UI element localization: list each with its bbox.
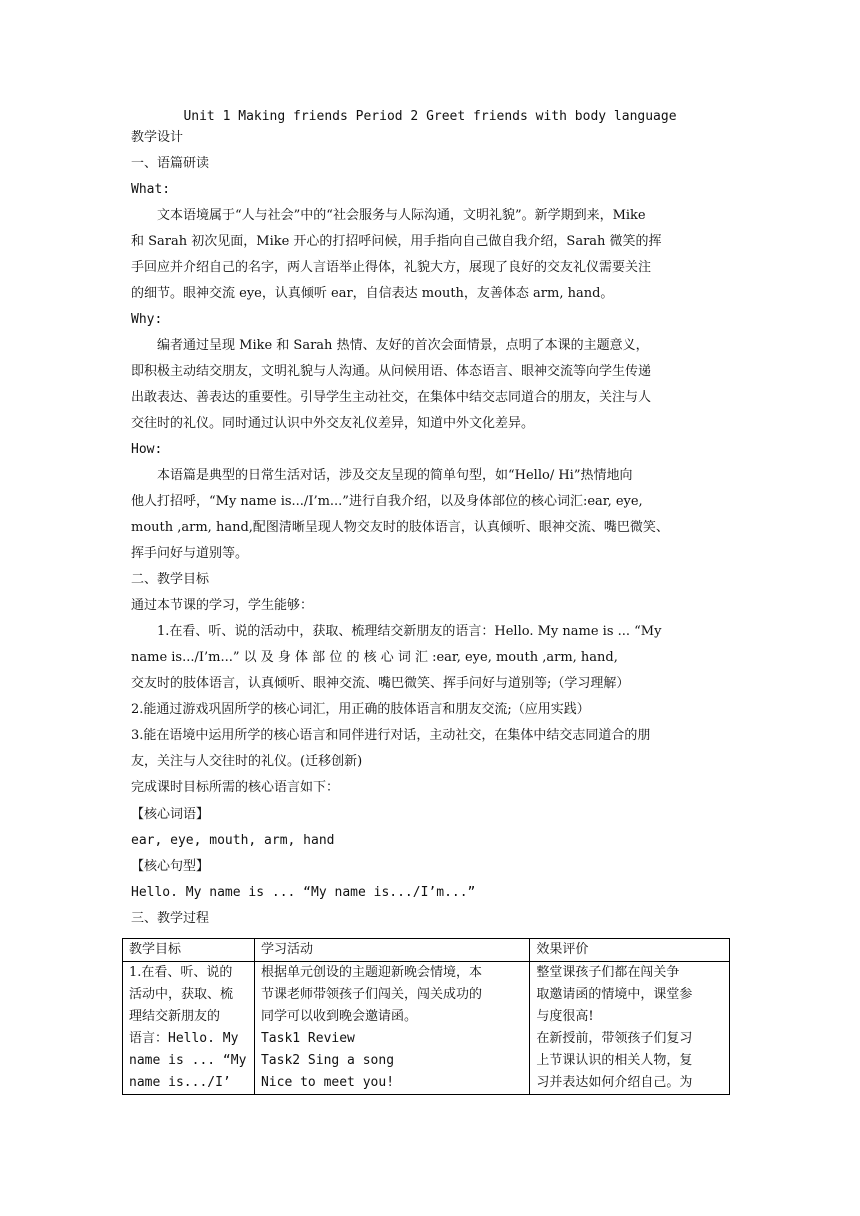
table-header-cell: 学习活动	[254, 939, 529, 962]
document-title: Unit 1 Making friends Period 2 Greet friends with body language	[183, 109, 677, 124]
goals-intro: 通过本节课的学习，学生能够：	[131, 598, 314, 613]
how-label: How:	[131, 442, 163, 457]
cell-line: 在新授前，带领孩子们复习	[536, 1031, 693, 1046]
how-line: mouth ,arm, hand,配图清晰呈现人物交友时的肢体语言，认真倾听、眼神交流、嘴巴微笑、	[131, 520, 669, 535]
cell-line: 取邀请函的情境中，课堂参	[536, 987, 693, 1002]
why-label: Why:	[131, 312, 163, 327]
core-sentences-label: 【核心句型】	[131, 859, 210, 874]
cell-line: 与度很高!	[536, 1009, 594, 1024]
table-header-row	[123, 939, 730, 962]
cell-line: Nice to meet you!	[260, 1075, 395, 1090]
cell-line: Task1 Review	[260, 1031, 355, 1046]
section3-heading: 三、教学过程	[131, 911, 210, 926]
table-row	[123, 962, 730, 1095]
why-line: 即积极主动结交朋友，文明礼貌与人沟通。从问候用语、体态语言、眼神交流等向学生传递	[131, 364, 652, 379]
what-line: 的细节。眼神交流 eye，认真倾听 ear，自信表达 mouth，友善体态 arm, hand。	[131, 286, 614, 301]
section1-heading: 一、语篇研读	[131, 156, 210, 171]
cell-line: 整堂课孩子们都在闯关争	[536, 965, 680, 980]
cell-line: 1.在看、听、说的	[129, 965, 233, 980]
table-header-cell: 教学目标	[123, 939, 255, 962]
how-line: 挥手问好与道别等。	[131, 546, 249, 561]
what-line: 文本语境属于“人与社会”中的“社会服务与人际沟通，文明礼貌”。新学期到来，Mike	[157, 208, 646, 223]
cell-line: 理结交新朋友的	[129, 1009, 221, 1024]
what-label: What:	[131, 182, 171, 197]
goal1-line: 交友时的肢体语言，认真倾听、眼神交流、嘴巴微笑、挥手问好与道别等;（学习理解）	[131, 676, 630, 691]
table-cell-goal	[123, 962, 255, 1095]
why-line: 交往时的礼仪。同时通过认识中外交友礼仪差异，知道中外文化差异。	[131, 416, 535, 431]
cell-line: 节课老师带领孩子们闯关，闯关成功的	[260, 987, 482, 1002]
table-cell-evaluation	[530, 962, 730, 1095]
design-heading: 教学设计	[131, 130, 184, 145]
why-line: 编者通过呈现 Mike 和 Sarah 热情、友好的首次会面情景，点明了本课的主题意义，	[157, 338, 649, 353]
cell-line: 上节课认识的相关人物，复	[536, 1053, 693, 1068]
what-line: 和 Sarah 初次见面，Mike 开心的打招呼问候，用手指向自己做自我介绍，Sarah 微笑的挥	[131, 234, 662, 249]
cell-line: name is ... “My	[129, 1053, 247, 1068]
cell-line: 同学可以收到晚会邀请函。	[260, 1009, 417, 1024]
goal2: 2.能通过游戏巩固所学的核心词汇，用正确的肢体语言和朋友交流;（应用实践）	[131, 702, 590, 717]
cell-line: 根据单元创设的主题迎新晚会情境，本	[260, 965, 482, 980]
how-line: 本语篇是典型的日常生活对话，涉及交友呈现的简单句型，如“Hello/ Hi”热情地向	[157, 468, 633, 483]
how-line: 他人打招呼，“My name is.../I’m...”进行自我介绍，以及身体部位的核心词汇:ear, eye,	[131, 494, 643, 509]
core-words: ear, eye, mouth, arm, hand	[131, 833, 335, 848]
goal1-line: 1.在看、听、说的活动中，获取、梳理结交新朋友的语言：Hello. My name is ... “My	[157, 624, 662, 639]
goal1-line: name is.../I’m...” 以 及 身 体 部 位 的 核 心 词 汇 :ear, eye, mouth ,arm, hand,	[131, 650, 618, 665]
cell-line: 活动中，获取、梳	[129, 987, 234, 1002]
why-line: 出敢表达、善表达的重要性。引导学生主动社交，在集体中结交志同道合的朋友，关注与人	[131, 390, 652, 405]
core-words-label: 【核心词语】	[131, 807, 210, 822]
cell-line: name is.../I’	[129, 1075, 231, 1090]
section2-heading: 二、教学目标	[131, 572, 210, 587]
goal3-line: 3.能在语境中运用所学的核心语言和同伴进行对话，主动社交，在集体中结交志同道合的朋	[131, 728, 651, 743]
cell-line: Task2 Sing a song	[260, 1053, 395, 1068]
table-cell-activity	[254, 962, 529, 1095]
cell-line: 习并表达如何介绍自己。为	[536, 1075, 693, 1090]
core-language-intro: 完成课时目标所需的核心语言如下：	[131, 780, 340, 795]
what-line: 手回应并介绍自己的名字，两人言语举止得体，礼貌大方，展现了良好的交友礼仪需要关注	[131, 260, 652, 275]
table-header-cell: 效果评价	[530, 939, 730, 962]
cell-line: 语言：Hello. My	[129, 1031, 239, 1046]
goal3-line: 友，关注与人交往时的礼仪。(迁移创新)	[131, 754, 363, 769]
core-sentences: Hello. My name is ... “My name is.../I’m...”	[131, 885, 476, 900]
teaching-process-table	[122, 938, 730, 1095]
